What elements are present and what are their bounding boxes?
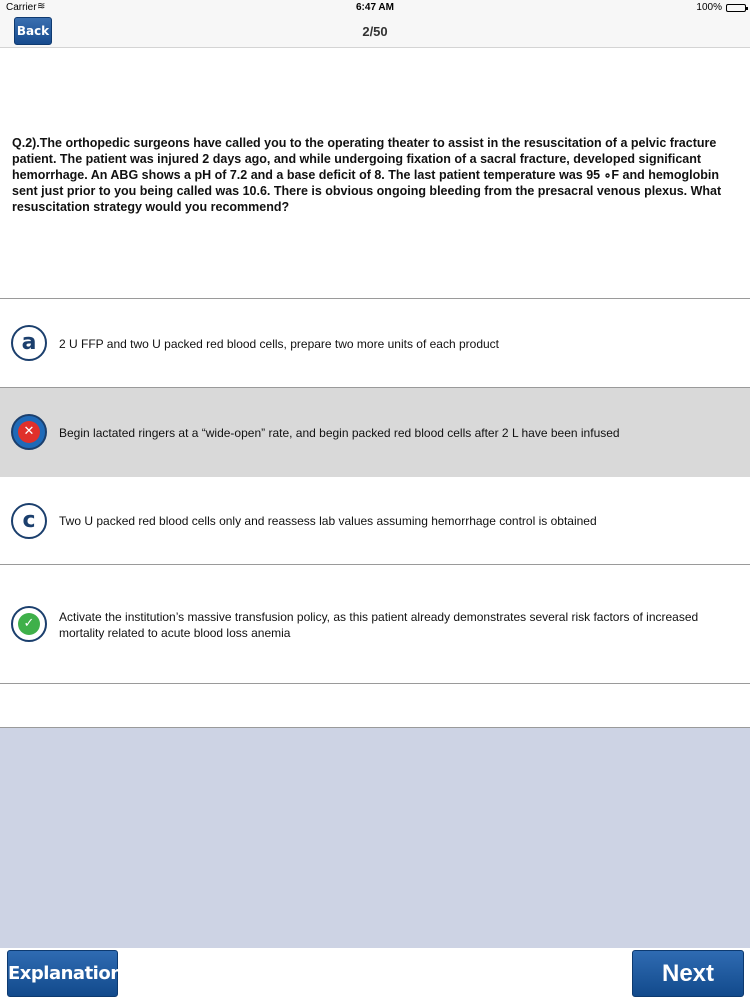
next-button[interactable]: Next [632,950,744,997]
status-bar [0,0,750,16]
navigation-bar [0,16,750,48]
correct-answer-icon: ✓ [11,606,47,642]
option-text: 2 U FFP and two U packed red blood cells, prepare two more units of each product [59,337,500,351]
answer-option-c[interactable] [0,477,750,564]
back-button[interactable]: Back [14,17,52,45]
wrong-answer-icon: ✕ [11,414,47,450]
explanation-button[interactable]: Explanation [7,950,118,997]
option-text: Activate the institution’s massive transfusion policy, as this patient already demonstrates several risk factors of increased mortality related to acute blood loss anemia [59,610,699,640]
answer-option-a[interactable] [0,299,750,387]
divider [0,683,750,684]
question-progress: 2/50 [362,24,388,39]
option-letter-a: a [11,325,47,361]
empty-content-area [0,728,750,948]
battery-icon [726,4,746,12]
answer-option-b[interactable] [0,388,750,477]
wifi-icon: ≋ [37,1,46,12]
option-text: Two U packed red blood cells only and reassess lab values assuming hemorrhage control is obtained [59,514,597,528]
status-time: 6:47 AM [356,2,394,13]
option-text: Begin lactated ringers at a “wide-open” rate, and begin packed red blood cells after 2 L have been infused [59,426,620,440]
question-text: Q.2).The orthopedic surgeons have called you to the operating theater to assist in the resuscitation of a pelvic fracture patient. The patient was injured 2 days ago, and while undergoing fixation of a sacral fracture, developed significant hemorrhage. An ABG shows a pH of 7.2 and a base deficit of 8. The last patient temperature was 95 ∘F and hemoglobin sent just prior to you being called was 10.6. There is obvious ongoing bleeding from the presacral venous plexus. What resuscitation strategy would you recommend? [12,136,722,214]
carrier-label: Carrier [6,2,37,13]
answer-option-d[interactable] [0,565,750,683]
battery-percent: 100% [696,2,722,13]
option-letter-c: c [11,503,47,539]
